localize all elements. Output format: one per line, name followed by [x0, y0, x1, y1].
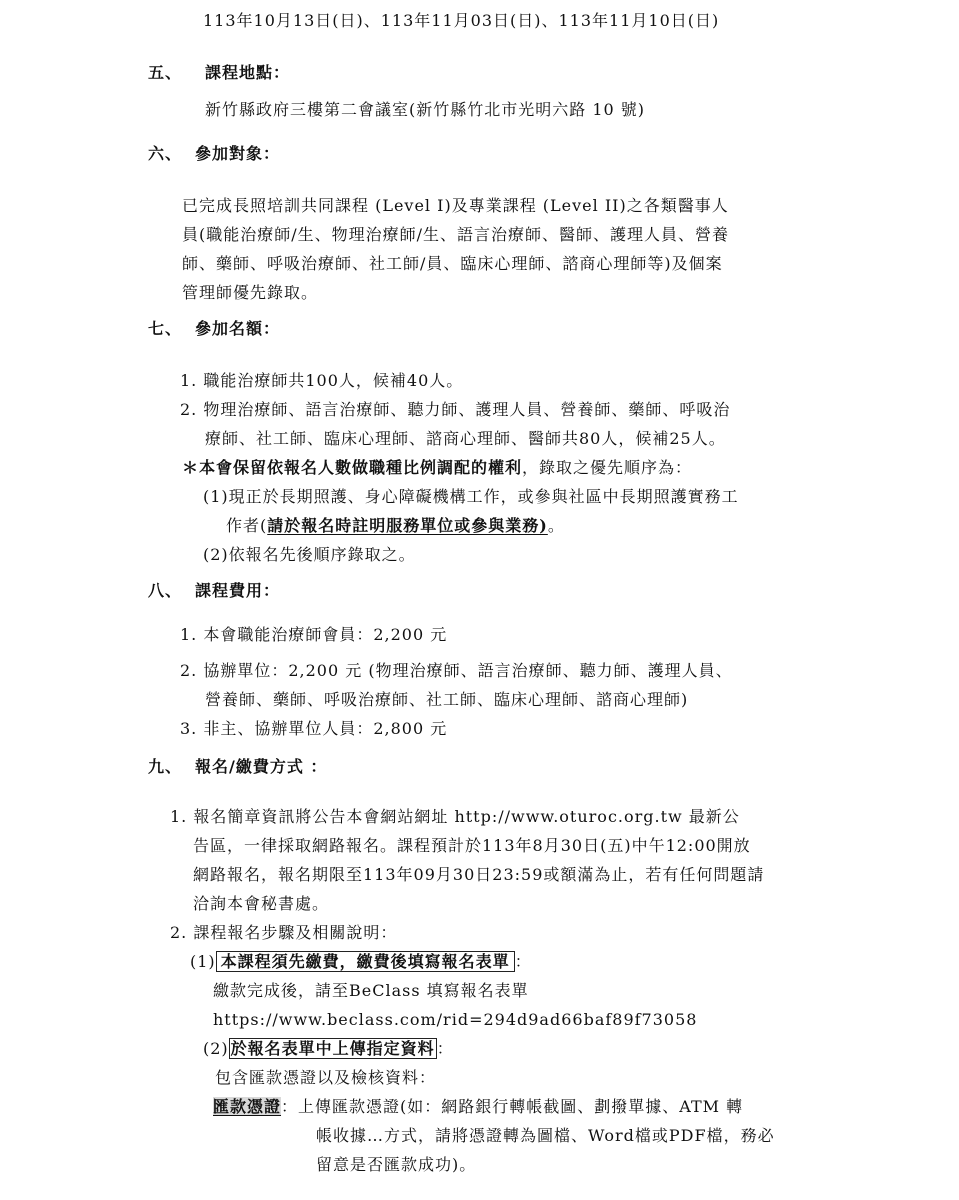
section-8-title: 課程費用：: [195, 581, 281, 600]
eligibility-line: 管理師優先錄取。: [182, 283, 319, 302]
quota-item-continued: 療師、社工師、臨床心理師、諮商心理師、醫師共80人，候補25人。: [205, 429, 726, 448]
step-2-colon: ：: [436, 1039, 454, 1058]
priority-2: (2)依報名先後順序錄取之。: [203, 545, 416, 564]
remittance-text-continued: 帳收據…方式，請將憑證轉為圖檔、Word檔或PDF檔，務必: [316, 1126, 775, 1145]
priority-1-suffix: 。: [547, 516, 565, 535]
registration-info: 洽詢本會秘書處。: [193, 894, 330, 913]
step-1-number: (1): [190, 952, 216, 971]
priority-1-emphasis: 請於報名時註明服務單位或參與業務): [267, 516, 548, 535]
course-location: 新竹縣政府三樓第二會議室(新竹縣竹北市光明六路 10 號): [205, 100, 646, 119]
registration-info: 告區，一律採取網路報名。課程預計於113年8月30日(五)中午12:00開放: [193, 836, 751, 855]
fee-item: 2. 協辦單位：2,200 元 (物理治療師、語言治療師、聽力師、護理人員、: [180, 661, 733, 680]
step-2-number: (2): [203, 1039, 229, 1058]
step-2-boxed-text: 於報名表單中上傳指定資料: [230, 1039, 435, 1058]
fee-item-continued: 營養師、藥師、呼吸治療師、社工師、臨床心理師、諮商心理師): [205, 690, 689, 709]
fee-item: 3. 非主、協辦單位人員：2,800 元: [180, 719, 448, 738]
section-6-title: 參加對象：: [195, 144, 281, 163]
priority-note-bold: ＊本會保留依報名人數做職種比例調配的權利: [182, 458, 523, 477]
section-5-number: 五、: [148, 63, 183, 82]
section-9-title: 報名/繳費方式 ：: [195, 757, 328, 776]
beclass-url[interactable]: https://www.beclass.com/rid=294d9ad66baf89f73058: [213, 1010, 698, 1029]
step-1: [190, 952, 532, 972]
eligibility-line: 員(職能治療師/生、物理治療師/生、語言治療師、醫師、護理人員、營養: [182, 225, 730, 244]
priority-1-prefix: 作者(: [226, 516, 268, 535]
step-2: [203, 1039, 454, 1059]
priority-1: (1)現正於長期照護、身心障礙機構工作，或參與社區中長期照護實務工: [203, 487, 739, 506]
quota-item: 1. 職能治療師共100人，候補40人。: [180, 371, 464, 390]
priority-1-continued: [226, 516, 565, 536]
session-dates: 113年10月13日(日)、113年11月03日(日)、113年11月10日(日): [203, 11, 720, 30]
section-9-number: 九、: [148, 757, 183, 776]
section-7-number: 七、: [148, 319, 183, 338]
quota-item: 2. 物理治療師、語言治療師、聽力師、護理人員、營養師、藥師、呼吸治: [180, 400, 731, 419]
remittance-line: [213, 1097, 743, 1117]
section-8-number: 八、: [148, 581, 183, 600]
step-2-instruction: 包含匯款憑證以及檢核資料：: [215, 1068, 437, 1087]
section-5-title: 課程地點：: [205, 63, 291, 82]
step-1-boxed-text: 本課程須先繳費，繳費後填寫報名表單: [216, 951, 515, 972]
remittance-label: 匯款憑證: [213, 1097, 282, 1116]
step-1-colon: ：: [514, 952, 532, 971]
remittance-text: ：上傳匯款憑證(如：網路銀行轉帳截圖、劃撥單據、ATM 轉: [281, 1097, 744, 1116]
registration-info: 網路報名，報名期限至113年09月30日23:59或額滿為止，若有任何問題請: [193, 865, 765, 884]
fee-item: 1. 本會職能治療師會員：2,200 元: [180, 625, 448, 644]
registration-steps-heading: 2. 課程報名步驟及相關說明：: [170, 923, 398, 942]
priority-note: [182, 458, 692, 478]
eligibility-line: 已完成長照培訓共同課程 (Level I)及專業課程 (Level II)之各類醫事人: [182, 196, 729, 215]
section-6-number: 六、: [148, 144, 183, 163]
priority-note-rest: ，錄取之優先順序為：: [522, 458, 693, 477]
step-1-instruction: 繳款完成後，請至BeClass 填寫報名表單: [213, 981, 529, 1000]
remittance-text-continued: 留意是否匯款成功)。: [316, 1155, 477, 1174]
registration-info: 1. 報名簡章資訊將公告本會網站網址 http://www.oturoc.org.tw 最新公: [170, 807, 740, 826]
section-7-title: 參加名額：: [195, 319, 281, 338]
eligibility-line: 師、藥師、呼吸治療師、社工師/員、臨床心理師、諮商心理師等)及個案: [182, 254, 723, 273]
